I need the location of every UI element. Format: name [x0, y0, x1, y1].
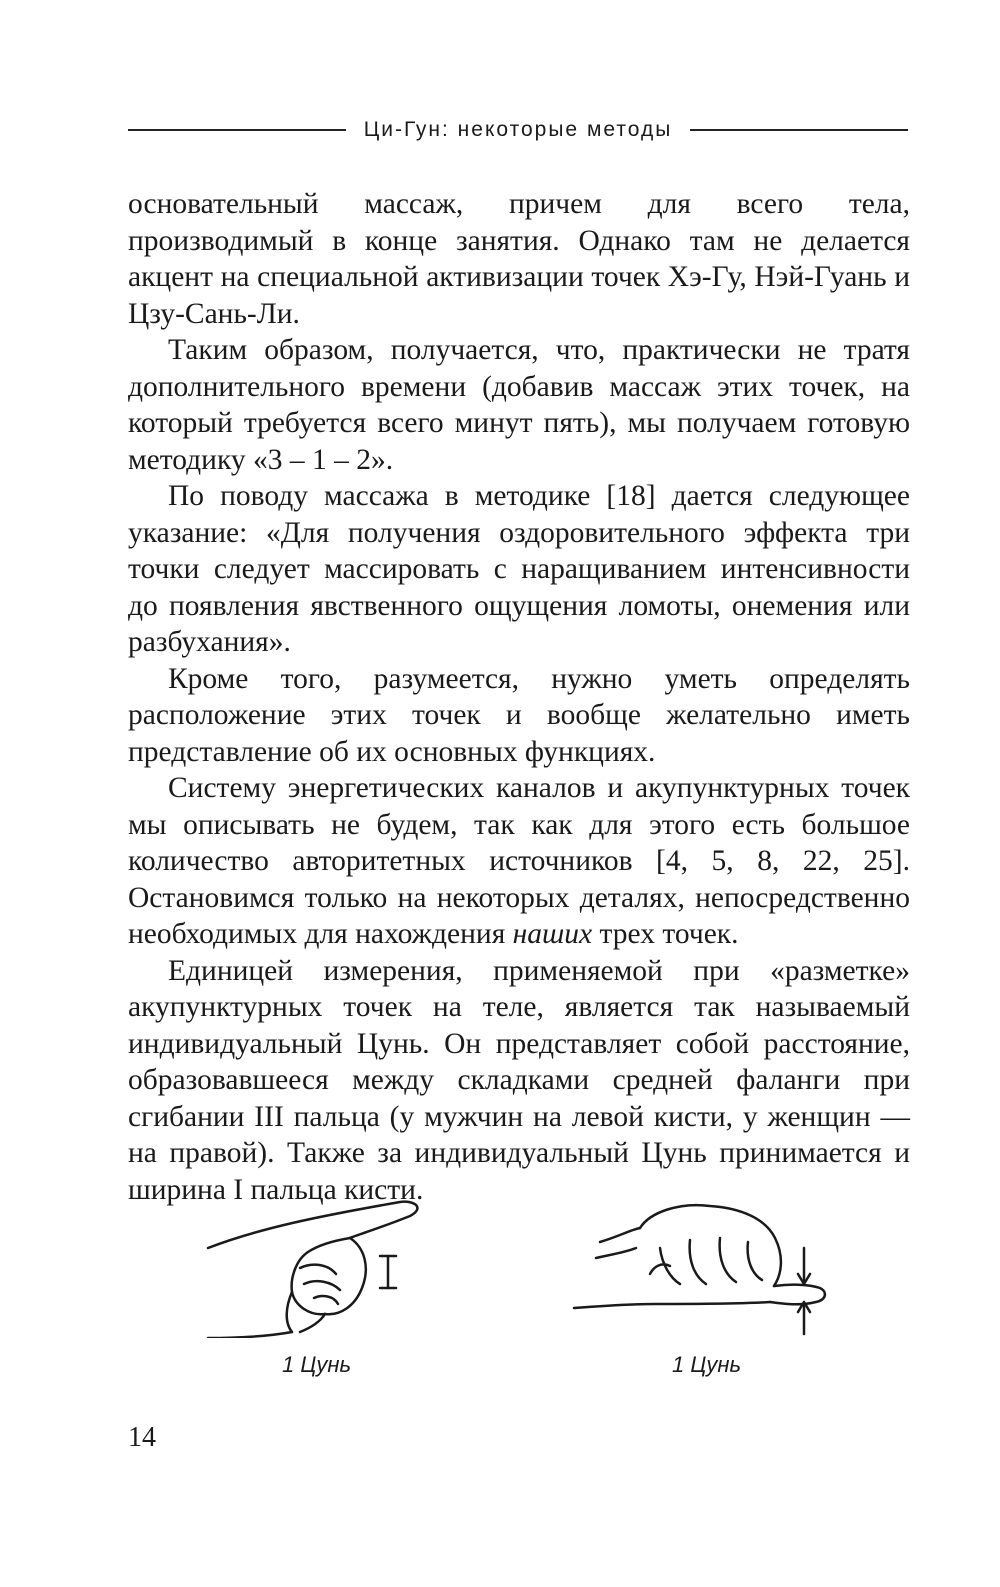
- figure-caption-right: 1 Цунь: [672, 1352, 742, 1377]
- paragraph-2: Таким образом, получается, что, практически не тратя дополнительного времени (добавив массаж этих точек, на который требуется всего минут пять), мы получаем готовую методику «3 – 1 – 2».: [128, 334, 910, 476]
- paragraph-6: Единицей измерения, применяемой при «разметке» акупунктурных точек на теле, является так называемый индивидуальный Цунь. Он представляет собой расстояние, образовавшееся между складками средней фаланги при сгибании III пальца (у мужчин на левой кисти, у женщин — на правой). Также за индивидуальный Цунь принимается и ширина I пальца кисти.: [128, 954, 910, 1206]
- paragraph-3: По поводу массажа в методике [18] дается следующее указание: «Для получения оздоровительного эффекта три точки следует массировать с наращиванием интенсивности до появления явственного ощущения ломоты, онемения или разбухания».: [128, 480, 910, 658]
- paragraph-5: [128, 770, 910, 953]
- header-rule-right: [690, 129, 908, 131]
- figure-thumb-width: [570, 1188, 860, 1338]
- paragraph-4: Кроме того, разумеется, нужно уметь определять расположение этих точек и вообще желательно иметь представление об их основных функциях.: [128, 662, 910, 768]
- body-text: [128, 186, 910, 1208]
- paragraph-1: основательный массаж, причем для всего тела, производимый в конце занятия. Однако там не делается акцент на специальной активизации точек Хэ-Гу, Нэй-Гуань и Цзу-Сань-Ли.: [128, 188, 910, 330]
- paragraph-5-tail: трех точек.: [599, 918, 739, 950]
- header-rule-left: [128, 129, 346, 131]
- running-header: [128, 112, 908, 148]
- page-number: 14: [128, 1422, 156, 1453]
- emphasis-word: наших: [512, 918, 593, 950]
- figure-caption-left: 1 Цунь: [282, 1352, 352, 1377]
- paragraph-5-text: Систему энергетических каналов и акупунктурных точек мы описывать не будем, так как для этого есть большое количество авторитетных источников [4, 5, 8, 22, 25]. Остановимся только на некоторых деталях, непосредственно необходимых для нахождения: [128, 772, 910, 950]
- header-title: Ци-Гун: некоторые методы: [363, 118, 673, 141]
- figure-finger-phalanx: [200, 1188, 460, 1338]
